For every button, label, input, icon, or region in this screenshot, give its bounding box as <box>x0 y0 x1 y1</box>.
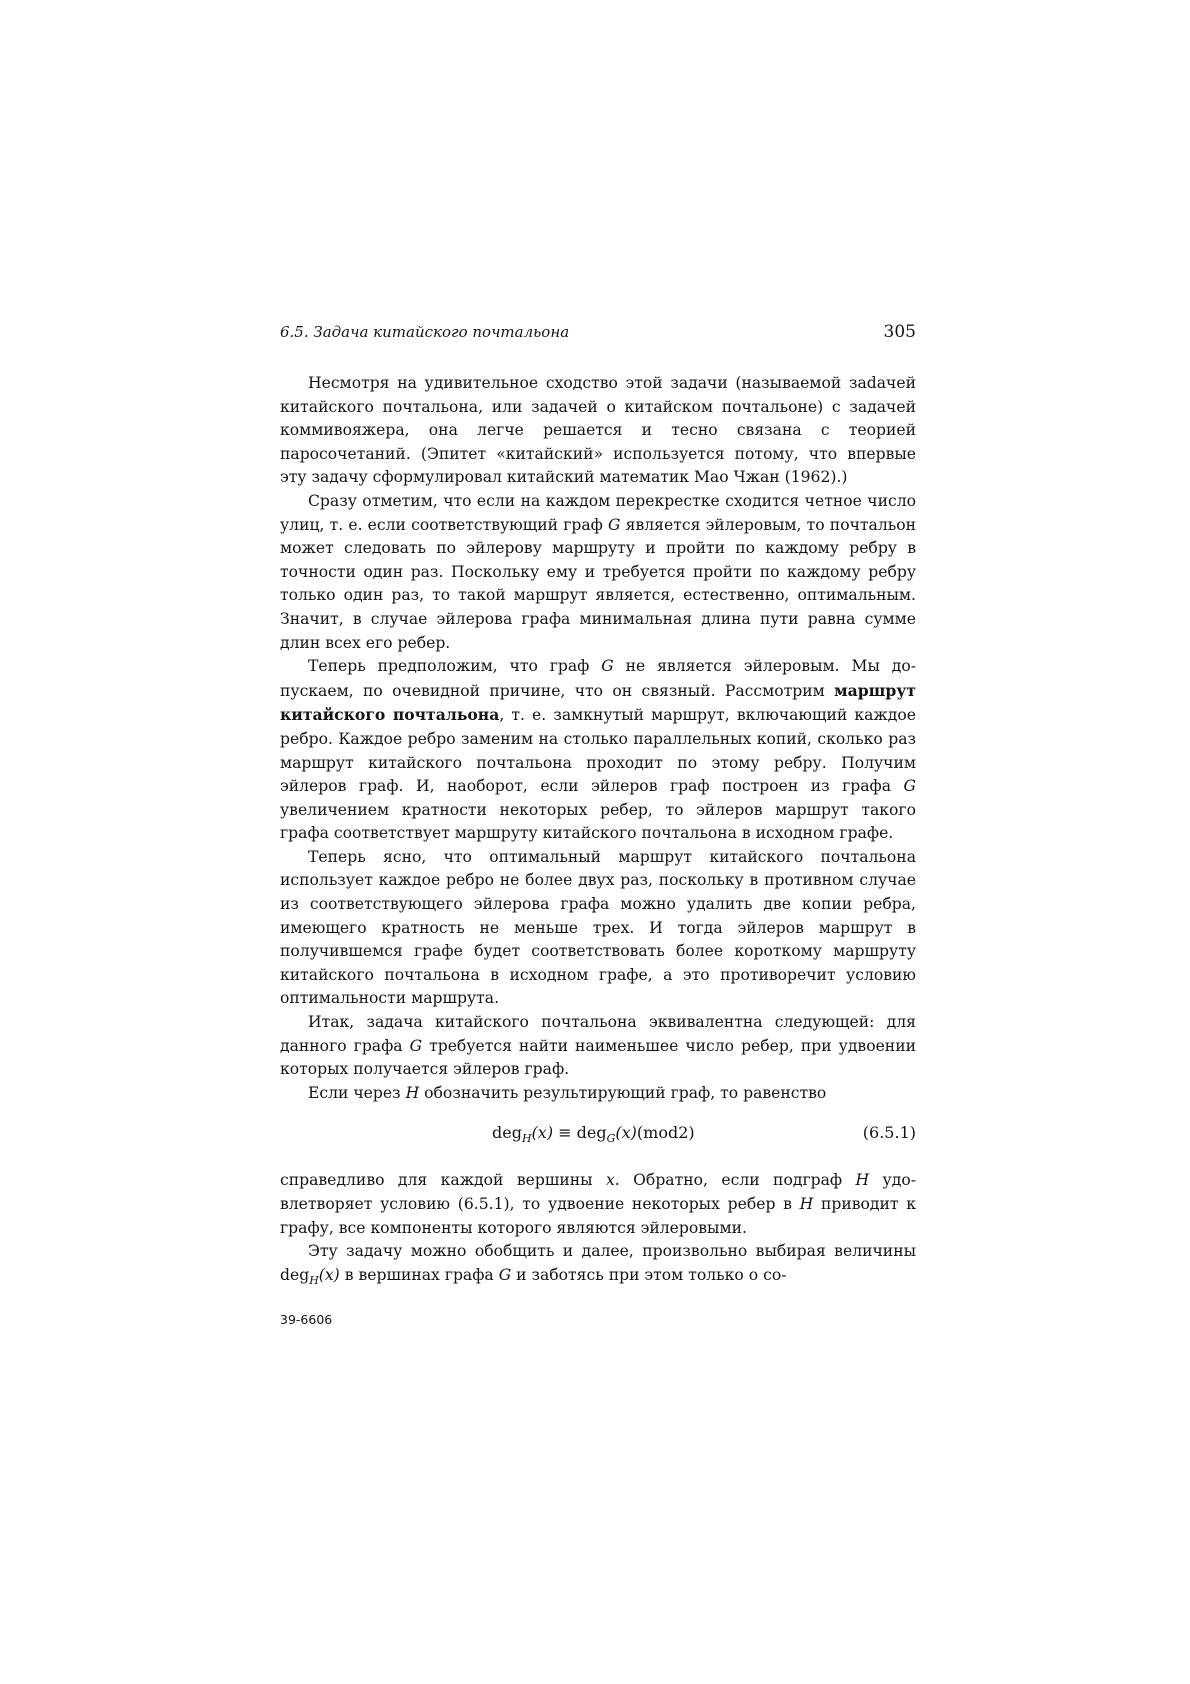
page-number: 305 <box>883 322 916 342</box>
math-variable: H <box>799 1195 814 1213</box>
math-variable: G <box>903 777 916 796</box>
book-page <box>280 322 916 1327</box>
paragraph-1: Несмотря на удивительное сходство этой задачи (называемой заdачей китайского почтальона, или задачей о китайском почтальоне) с задачей коммивояжера, она легче решается и тесно связана с теорией паросочетаний. (Эпитет «китайский» используется потому, что впервые эту задачу сформулировал китайский математик Мао Чжан (1962).) <box>280 374 916 487</box>
paragraph-7: справедливо для каждой вершины x. Обратно, если подграф H удовлетворяет условию (6.5.1), то удвоение некоторых ребер в H приводит к графу, все компоненты которого являются эйлеровыми. <box>280 1171 917 1237</box>
math-variable: H <box>405 1083 420 1102</box>
equation-6-5-1 <box>280 1113 916 1159</box>
paragraph-2: Сразу отметим, что если на каждом перекрестке сходится четное число улиц, т. е. если соответствующий граф G является эйлеровым, то почтальон может следовать по эйлерову маршруту и пройти по каждому ребру в точности один раз. Поскольку ему и требуется пройти по каждому ребру только один раз, то такой маршрут является, естественно, оптимальным. Значит, в случае эйлерова графа минимальная длина пути равна сумме длин всех его ребер. <box>280 491 916 652</box>
math-variable: G <box>409 1036 423 1055</box>
math-variable: x <box>605 1171 615 1190</box>
math-variable: H <box>855 1171 870 1190</box>
section-title: 6.5. Задача китайского почтальона <box>280 323 570 341</box>
paragraph-5: Итак, задача китайского почтальона эквивалентна следующей: для данного графа G требуется найти наименьшее число ребер, при удвоении которых получается эйлеров граф. <box>280 1013 916 1079</box>
math-variable: G <box>608 515 621 534</box>
math-variable: G <box>498 1265 512 1284</box>
equation-number: (6.5.1) <box>862 1123 916 1143</box>
running-head <box>280 322 916 350</box>
paragraph-8: Эту задачу можно обобщить и далее, произвольно выбирая величины deg$_H$(x) в вершинах графа G и заботясь при этом только о со- <box>280 1242 916 1287</box>
defined-term: маршрут китайского почтальона <box>280 680 916 725</box>
paragraph-6: Если через H обозначить результирующий граф, то равенство <box>308 1083 827 1102</box>
printer-signature: 39-6606 <box>280 1312 333 1328</box>
paragraph-4: Теперь ясно, что оптимальный маршрут китайского почтальона использует каждое ребро не более двух раз, поскольку в противном случае из соответствующего эйлерова графа можно удалить две копии ребра, имеющего кратность не меньше трех. И тогда эйлеров маршрут в получившемся графе будет соответствовать более короткому маршруту китайского почтальона в исходном графе, а это противоречит условию оптимальности маршрута. <box>280 847 916 1008</box>
math-variable: G <box>601 657 614 676</box>
paragraph-3: Теперь предположим, что граф G не является эйлеровым. Мы допускаем, по очевидной причине, что он связный. Рассмотрим маршрут китайского почтальона, т. е. замкнутый маршрут, включающий каждое ребро. Каждое ребро заменим на столько параллельных копий, сколько раз маршрут китайского почтальона проходит по этому ребру. Получим эйлеров граф. И, наоборот, если эйлеров граф построен из графа G увеличением кратности некоторых ребер, то эйлеров маршрут такого графа соответствует маршруту китайского почтальона в исходном графе. <box>280 657 917 843</box>
equation-formula: deg$_H$(x) ≡ deg$_G$(x)(mod2) <box>492 1123 695 1146</box>
